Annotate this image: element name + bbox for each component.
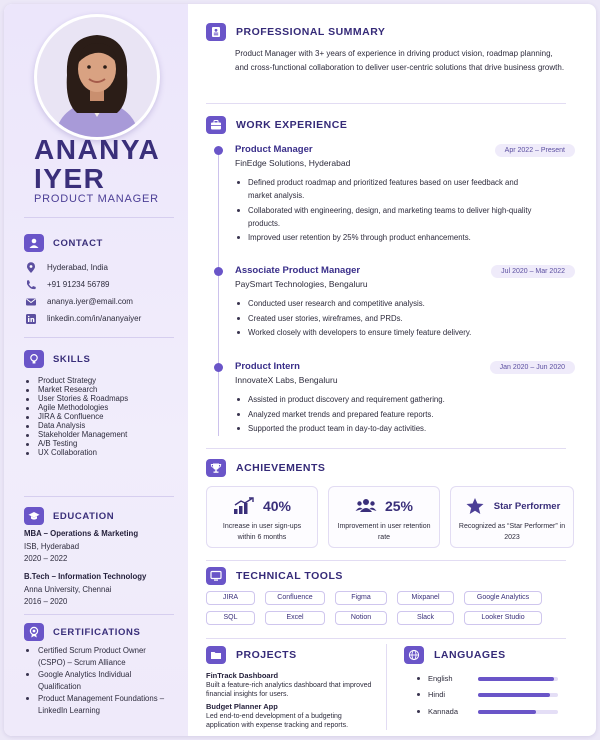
phone-text: +91 91234 56789 — [47, 280, 110, 289]
job-title: Product Manager — [235, 144, 313, 155]
trophy-icon — [206, 459, 226, 477]
certifications-heading — [24, 623, 140, 641]
timeline-dot — [214, 363, 223, 372]
project-name: Budget Planner App — [206, 702, 278, 711]
document-icon — [206, 23, 226, 41]
achievements-heading — [206, 459, 325, 477]
briefcase-icon — [206, 116, 226, 134]
summary-heading — [206, 23, 385, 41]
name — [34, 135, 160, 193]
contact-location — [24, 261, 108, 274]
phone-icon — [24, 278, 37, 291]
job-bullet: Analyzed market trends and prepared feature reports. — [235, 408, 535, 421]
company: FinEdge Solutions, Hyderabad — [235, 158, 351, 168]
skills-heading — [24, 350, 90, 368]
divider — [24, 614, 174, 615]
date-badge: Jul 2020 – Mar 2022 — [491, 265, 575, 278]
years: 2016 – 2020 — [24, 597, 68, 606]
achievement-desc: Recognized as “Star Performer” in 2023 — [458, 523, 566, 541]
job-bullets — [235, 393, 535, 437]
education-item — [24, 571, 174, 609]
skill-item: Data Analysis — [24, 421, 180, 430]
tool-tag: JIRA — [206, 591, 255, 605]
job-bullet: Defined product roadmap and prioritized features based on user feedback and market analysis. — [235, 176, 535, 202]
bullet — [417, 710, 420, 713]
chart-icon — [233, 497, 255, 515]
languages-title: LANGUAGES — [434, 649, 506, 661]
divider — [206, 103, 566, 104]
proficiency-fill — [478, 693, 550, 697]
contact-title: CONTACT — [53, 237, 103, 249]
first-name: ANANYA — [34, 134, 161, 165]
bulb-icon — [24, 350, 44, 368]
achievement-desc: Increase in user sign-ups within 6 months — [222, 523, 302, 541]
main-content — [204, 4, 580, 736]
job-bullet: Created user stories, wireframes, and PRDs. — [235, 312, 535, 325]
achievement-value: Star Performer — [493, 500, 561, 512]
divider — [206, 448, 566, 449]
project-desc: Built a feature-rich analytics dashboard that improved financial insights for users. — [206, 682, 372, 698]
job-bullet: Worked closely with developers to ensure timely feature delivery. — [235, 326, 535, 339]
bullet — [417, 693, 420, 696]
proficiency-fill — [478, 677, 554, 681]
divider — [206, 560, 566, 561]
bullet — [417, 677, 420, 680]
linkedin-icon — [24, 312, 37, 325]
timeline-line — [218, 152, 219, 436]
certification-item: Certified Scrum Product Owner (CSPO) – Scrum Alliance — [24, 645, 172, 669]
contact-phone[interactable] — [24, 278, 110, 291]
folder-icon — [206, 646, 226, 664]
summary-text: Product Manager with 3+ years of experience in driving product vision, roadmap planning, and cross-functional collaboration to deliver user-centric solutions that drive business growth. — [235, 49, 565, 72]
users-icon — [355, 497, 377, 515]
certifications-list — [24, 645, 172, 717]
languages-heading — [404, 646, 506, 664]
degree: B.Tech – Information Technology — [24, 572, 147, 581]
tool-tag: SQL — [206, 611, 255, 625]
skills-list — [24, 376, 180, 457]
job-bullet: Conducted user research and competitive analysis. — [235, 297, 535, 310]
skill-item: A/B Testing — [24, 439, 180, 448]
project-item — [206, 702, 376, 730]
job-bullets — [235, 176, 535, 246]
summary-title: PROFESSIONAL SUMMARY — [236, 26, 386, 38]
column-divider — [386, 644, 387, 730]
job-title: Product Intern — [235, 361, 300, 372]
tools-title: TECHNICAL TOOLS — [236, 570, 343, 582]
skill-item: Market Research — [24, 385, 180, 394]
company: PaySmart Technologies, Bengaluru — [235, 279, 368, 289]
job-bullets — [235, 297, 535, 341]
proficiency-bar — [478, 710, 558, 714]
tool-tag: Figma — [335, 591, 387, 605]
skill-item: JIRA & Confluence — [24, 412, 180, 421]
linkedin-text: linkedin.com/in/ananyaiyer — [47, 314, 142, 323]
date-badge: Apr 2022 – Present — [495, 144, 575, 157]
proficiency-fill — [478, 710, 536, 714]
date-badge: Jan 2020 – Jun 2020 — [490, 361, 575, 374]
tool-tag: Confluence — [265, 591, 325, 605]
project-desc: Led end-to-end development of a budgeting application with expense tracking and reports. — [206, 713, 349, 729]
education-title: EDUCATION — [53, 510, 115, 522]
job-title: Associate Product Manager — [235, 265, 361, 276]
graduation-icon — [24, 507, 44, 525]
language-name: English — [428, 674, 453, 683]
degree: MBA – Operations & Marketing — [24, 529, 139, 538]
divider — [24, 337, 174, 338]
education-heading — [24, 507, 114, 525]
years: 2020 – 2022 — [24, 554, 68, 563]
timeline-dot — [214, 267, 223, 276]
certification-item: Product Management Foundations – LinkedIn Learning — [24, 693, 172, 717]
tool-tag: Slack — [397, 611, 454, 625]
language-item — [417, 707, 567, 716]
star-icon — [464, 497, 486, 515]
job-bullet: Supported the product team in day-to-day activities. — [235, 422, 535, 435]
achievement-value: 40% — [262, 498, 292, 514]
tool-tag: Looker Studio — [464, 611, 542, 625]
experience-heading — [206, 116, 347, 134]
monitor-icon — [206, 567, 226, 585]
tool-tag: Notion — [335, 611, 387, 625]
location-text: Hyderabad, India — [47, 263, 108, 272]
tool-tag: Google Analytics — [464, 591, 542, 605]
sidebar — [4, 4, 188, 736]
profile-photo — [37, 17, 157, 137]
proficiency-bar — [478, 693, 558, 697]
tool-tag: Excel — [265, 611, 325, 625]
job-title: PRODUCT MANAGER — [34, 193, 159, 205]
skill-item: Agile Methodologies — [24, 403, 180, 412]
job-bullet: Collaborated with engineering, design, and marketing teams to deliver high-quality products. — [235, 204, 535, 230]
mail-icon — [24, 295, 37, 308]
avatar — [34, 14, 160, 140]
divider — [24, 496, 174, 497]
skill-item: User Stories & Roadmaps — [24, 394, 180, 403]
school: ISB, Hyderabad — [24, 541, 80, 551]
skill-item: Product Strategy — [24, 376, 180, 385]
email-text: ananya.iyer@email.com — [47, 297, 133, 306]
achievement-value: 25% — [384, 498, 414, 514]
tools-list — [206, 591, 566, 625]
language-item — [417, 674, 567, 683]
company: InnovateX Labs, Bengaluru — [235, 375, 338, 385]
certifications-title: CERTIFICATIONS — [53, 626, 141, 638]
person-icon — [24, 234, 44, 252]
projects-title: PROJECTS — [236, 649, 297, 661]
tool-tag: Mixpanel — [397, 591, 454, 605]
language-item — [417, 690, 567, 699]
project-name: FinTrack Dashboard — [206, 671, 279, 680]
experience-title: WORK EXPERIENCE — [236, 119, 348, 131]
proficiency-bar — [478, 677, 558, 681]
skill-item: Stakeholder Management — [24, 430, 180, 439]
timeline-dot — [214, 146, 223, 155]
last-name: IYER — [34, 163, 106, 194]
contact-email[interactable] — [24, 295, 133, 308]
school: Anna University, Chennai — [24, 584, 112, 594]
achievement-card — [206, 486, 318, 548]
skills-title: SKILLS — [53, 353, 91, 365]
skill-item: UX Collaboration — [24, 448, 180, 457]
job-bullet: Improved user retention by 25% through product enhancements. — [235, 231, 535, 244]
achievement-desc: Improvement in user retention rate — [337, 523, 431, 541]
divider — [206, 638, 566, 639]
education-item — [24, 528, 174, 566]
projects-heading — [206, 646, 297, 664]
globe-icon — [404, 646, 424, 664]
achievements-title: ACHIEVEMENTS — [236, 462, 326, 474]
language-name: Hindi — [428, 690, 446, 699]
pin-icon — [24, 261, 37, 274]
contact-heading — [24, 234, 103, 252]
badge-icon — [24, 623, 44, 641]
divider — [24, 217, 174, 218]
achievement-card — [450, 486, 574, 548]
resume-page — [4, 4, 596, 736]
tools-heading — [206, 567, 343, 585]
achievement-card — [328, 486, 440, 548]
contact-linkedin[interactable] — [24, 312, 141, 325]
job-bullet: Assisted in product discovery and requirement gathering. — [235, 393, 535, 406]
language-name: Kannada — [428, 707, 459, 716]
certification-item: Google Analytics Individual Qualification — [24, 669, 172, 693]
project-item — [206, 671, 376, 699]
